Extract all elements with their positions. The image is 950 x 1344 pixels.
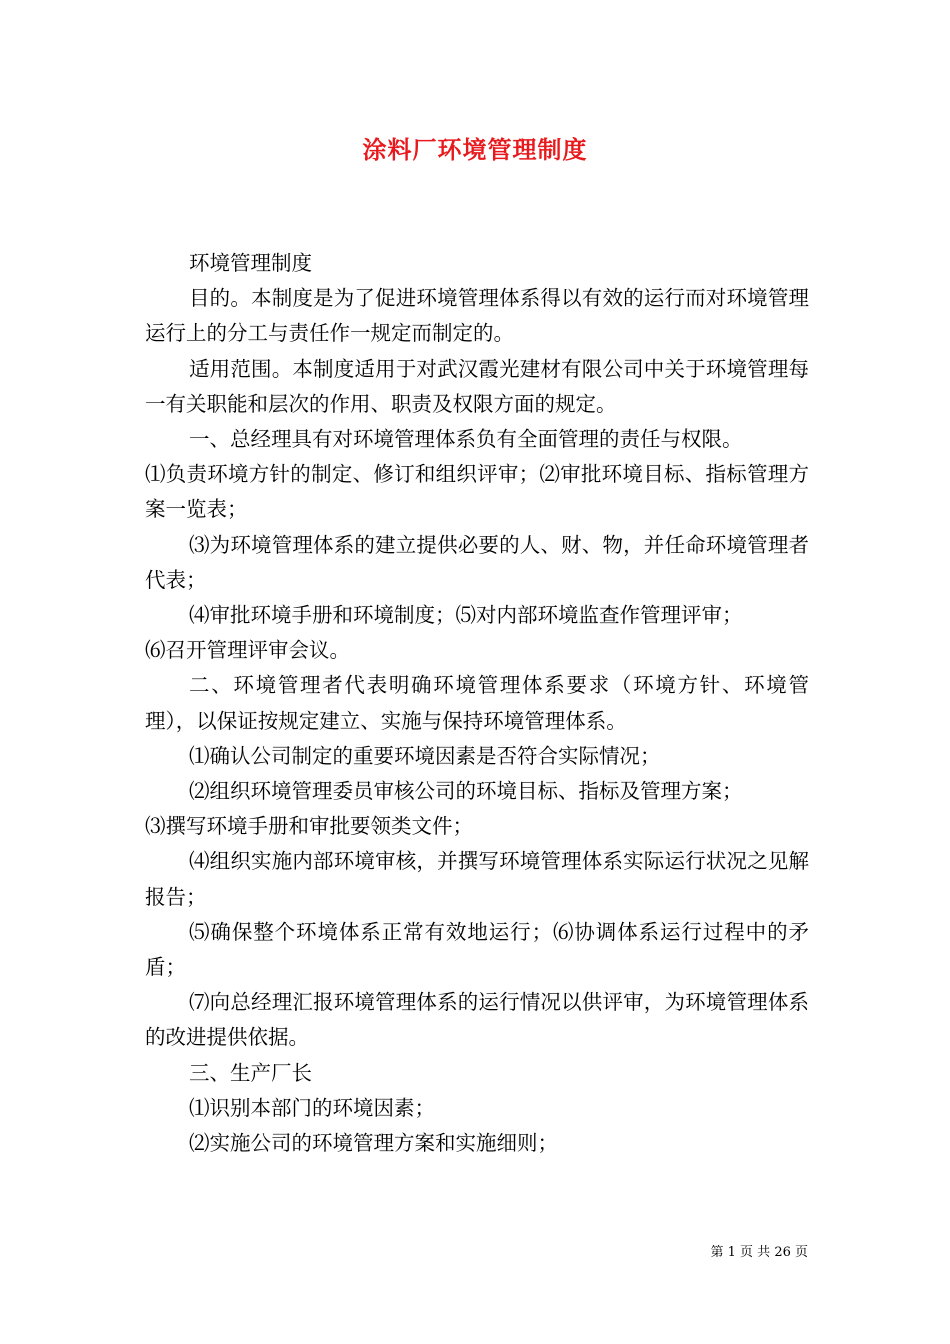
- paragraph-item: ⑶撰写环境手册和审批要领类文件；: [145, 814, 473, 839]
- paragraph-item: ⑺向总经理汇报环境管理体系的运行情况以供评审，为环境管理体系的改进提供依据。: [145, 990, 809, 1050]
- paragraph-item: ⑷组织实施内部环境审核，并撰写环境管理体系实际运行状况之见解报告；: [145, 849, 809, 909]
- paragraph-item: ⑸确保整个环境体系正常有效地运行；⑹协调体系运行过程中的矛盾；: [145, 919, 809, 980]
- paragraph-item: ⑹召开管理评审会议。: [145, 638, 350, 663]
- page-number: 第 1 页 共 26 页: [710, 1245, 808, 1260]
- paragraph-item: ⑶为环境管理体系的建立提供必要的人、财、物，并任命环境管理者代表；: [145, 532, 809, 592]
- paragraph-item: ⑴确认公司制定的重要环境因素是否符合实际情况；: [189, 743, 661, 768]
- paragraph-section-3: 三、生产厂长: [189, 1060, 312, 1085]
- paragraph-item: ⑵组织环境管理委员审核公司的环境目标、指标及管理方案；: [189, 779, 743, 804]
- paragraph-item: ⑴识别本部门的环境因素；: [189, 1095, 435, 1120]
- paragraph-section-1: 一、总经理具有对环境管理体系负有全面管理的责任与权限。: [189, 427, 743, 452]
- paragraph-item: ⑷审批环境手册和环境制度；⑸对内部环境监查作管理评审；: [189, 603, 743, 628]
- paragraph-item: ⑴负责环境方针的制定、修订和组织评审；⑵审批环境目标、指标管理方案一览表；: [145, 462, 809, 522]
- paragraph-purpose: 目的。本制度是为了促进环境管理体系得以有效的运行而对环境管理运行上的分工与责任作一规定而制定的。: [145, 286, 809, 346]
- paragraph-heading: 环境管理制度: [189, 251, 312, 275]
- document-title: 涂料厂环境管理制度: [362, 136, 588, 164]
- paragraph-scope: 适用范围。本制度适用于对武汉霞光建材有限公司中关于环境管理每一有关职能和层次的作用、职责及权限方面的规定。: [145, 356, 809, 416]
- document-body: [145, 246, 809, 1161]
- paragraph-section-2: 二、环境管理者代表明确环境管理体系要求（环境方针、环境管理），以保证按规定建立、实施与保持环境管理体系。: [145, 673, 809, 733]
- paragraph-item: ⑵实施公司的环境管理方案和实施细则；: [189, 1131, 558, 1156]
